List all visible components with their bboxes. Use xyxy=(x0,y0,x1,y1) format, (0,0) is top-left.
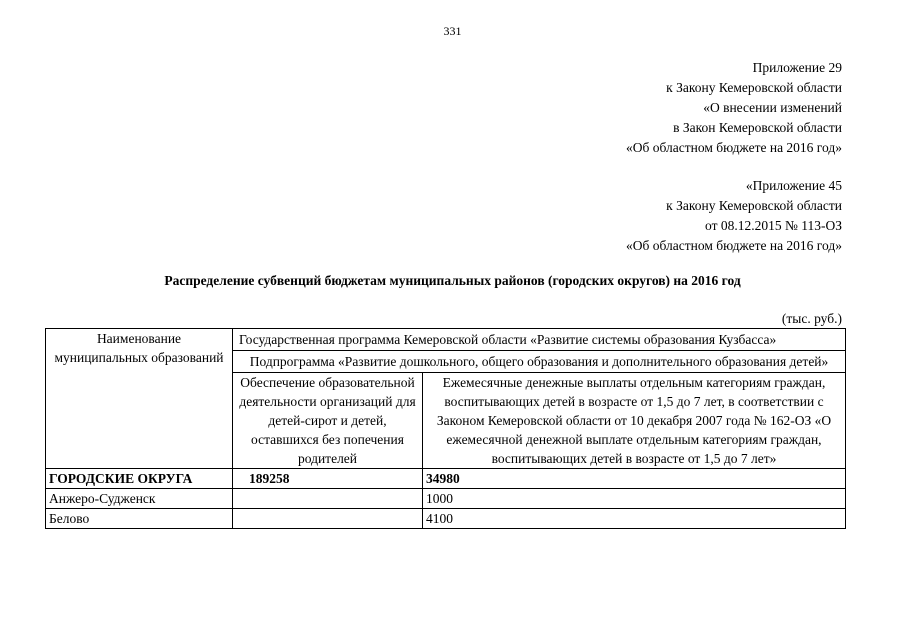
row-value-orphans xyxy=(233,509,423,529)
row-value-orphans xyxy=(233,489,423,509)
units-label: (тыс. руб.) xyxy=(781,311,842,326)
appendix-current-line-1: Приложение 29 xyxy=(752,60,842,75)
appendix-current-line-5: «Об областном бюджете на 2016 год» xyxy=(626,140,842,155)
row-value-monthly-payments: 1000 xyxy=(423,489,846,509)
appendix-original-line-2: к Закону Кемеровской области xyxy=(666,198,842,213)
appendix-current-line-4: в Закон Кемеровской области xyxy=(673,120,842,135)
row-name: Белово xyxy=(46,509,233,529)
header-program: Государственная программа Кемеровской области «Развитие системы образования Кузбасса» xyxy=(233,329,846,351)
header-column-orphans: Обеспечение образовательной деятельности организаций для детей-сирот и детей, оставшихся без попечения родителей xyxy=(233,373,423,469)
row-name: Анжеро-Судженск xyxy=(46,489,233,509)
document-title: Распределение субвенций бюджетам муниципальных районов (городских округов) на 2016 год xyxy=(164,273,741,288)
table-row xyxy=(46,469,846,489)
row-name: ГОРОДСКИЕ ОКРУГА xyxy=(46,469,233,489)
subventions-table xyxy=(45,328,846,529)
appendix-current xyxy=(626,58,842,158)
page-number: 331 xyxy=(443,24,462,38)
header-row-program xyxy=(46,329,846,351)
appendix-current-line-2: к Закону Кемеровской области xyxy=(666,80,842,95)
appendix-original-line-3: от 08.12.2015 № 113-ОЗ xyxy=(705,218,842,233)
header-municipality-name: Наименование муниципальных образований xyxy=(46,329,233,469)
appendix-current-line-3: «О внесении изменений xyxy=(703,100,842,115)
table-row xyxy=(46,509,846,529)
appendix-original xyxy=(626,176,842,256)
header-subprogram: Подпрограмма «Развитие дошкольного, общего образования и дополнительного образования детей» xyxy=(233,351,846,373)
row-value-orphans: 189258 xyxy=(233,469,423,489)
appendix-original-line-4: «Об областном бюджете на 2016 год» xyxy=(626,238,842,253)
header-column-monthly-payments: Ежемесячные денежные выплаты отдельным категориям граждан, воспитывающих детей в возрасте от 1,5 до 7 лет, в соответствии с Законом Кемеровской области от 10 декабря 2007 года № 162-ОЗ «О ежемесячной денежной выплате отдельным категориям граждан, воспитывающих детей в возрасте от 1,5 до 7 лет» xyxy=(423,373,846,469)
appendix-original-line-1: «Приложение 45 xyxy=(745,178,842,193)
row-value-monthly-payments: 4100 xyxy=(423,509,846,529)
row-value-monthly-payments: 34980 xyxy=(423,469,846,489)
table-row xyxy=(46,489,846,509)
